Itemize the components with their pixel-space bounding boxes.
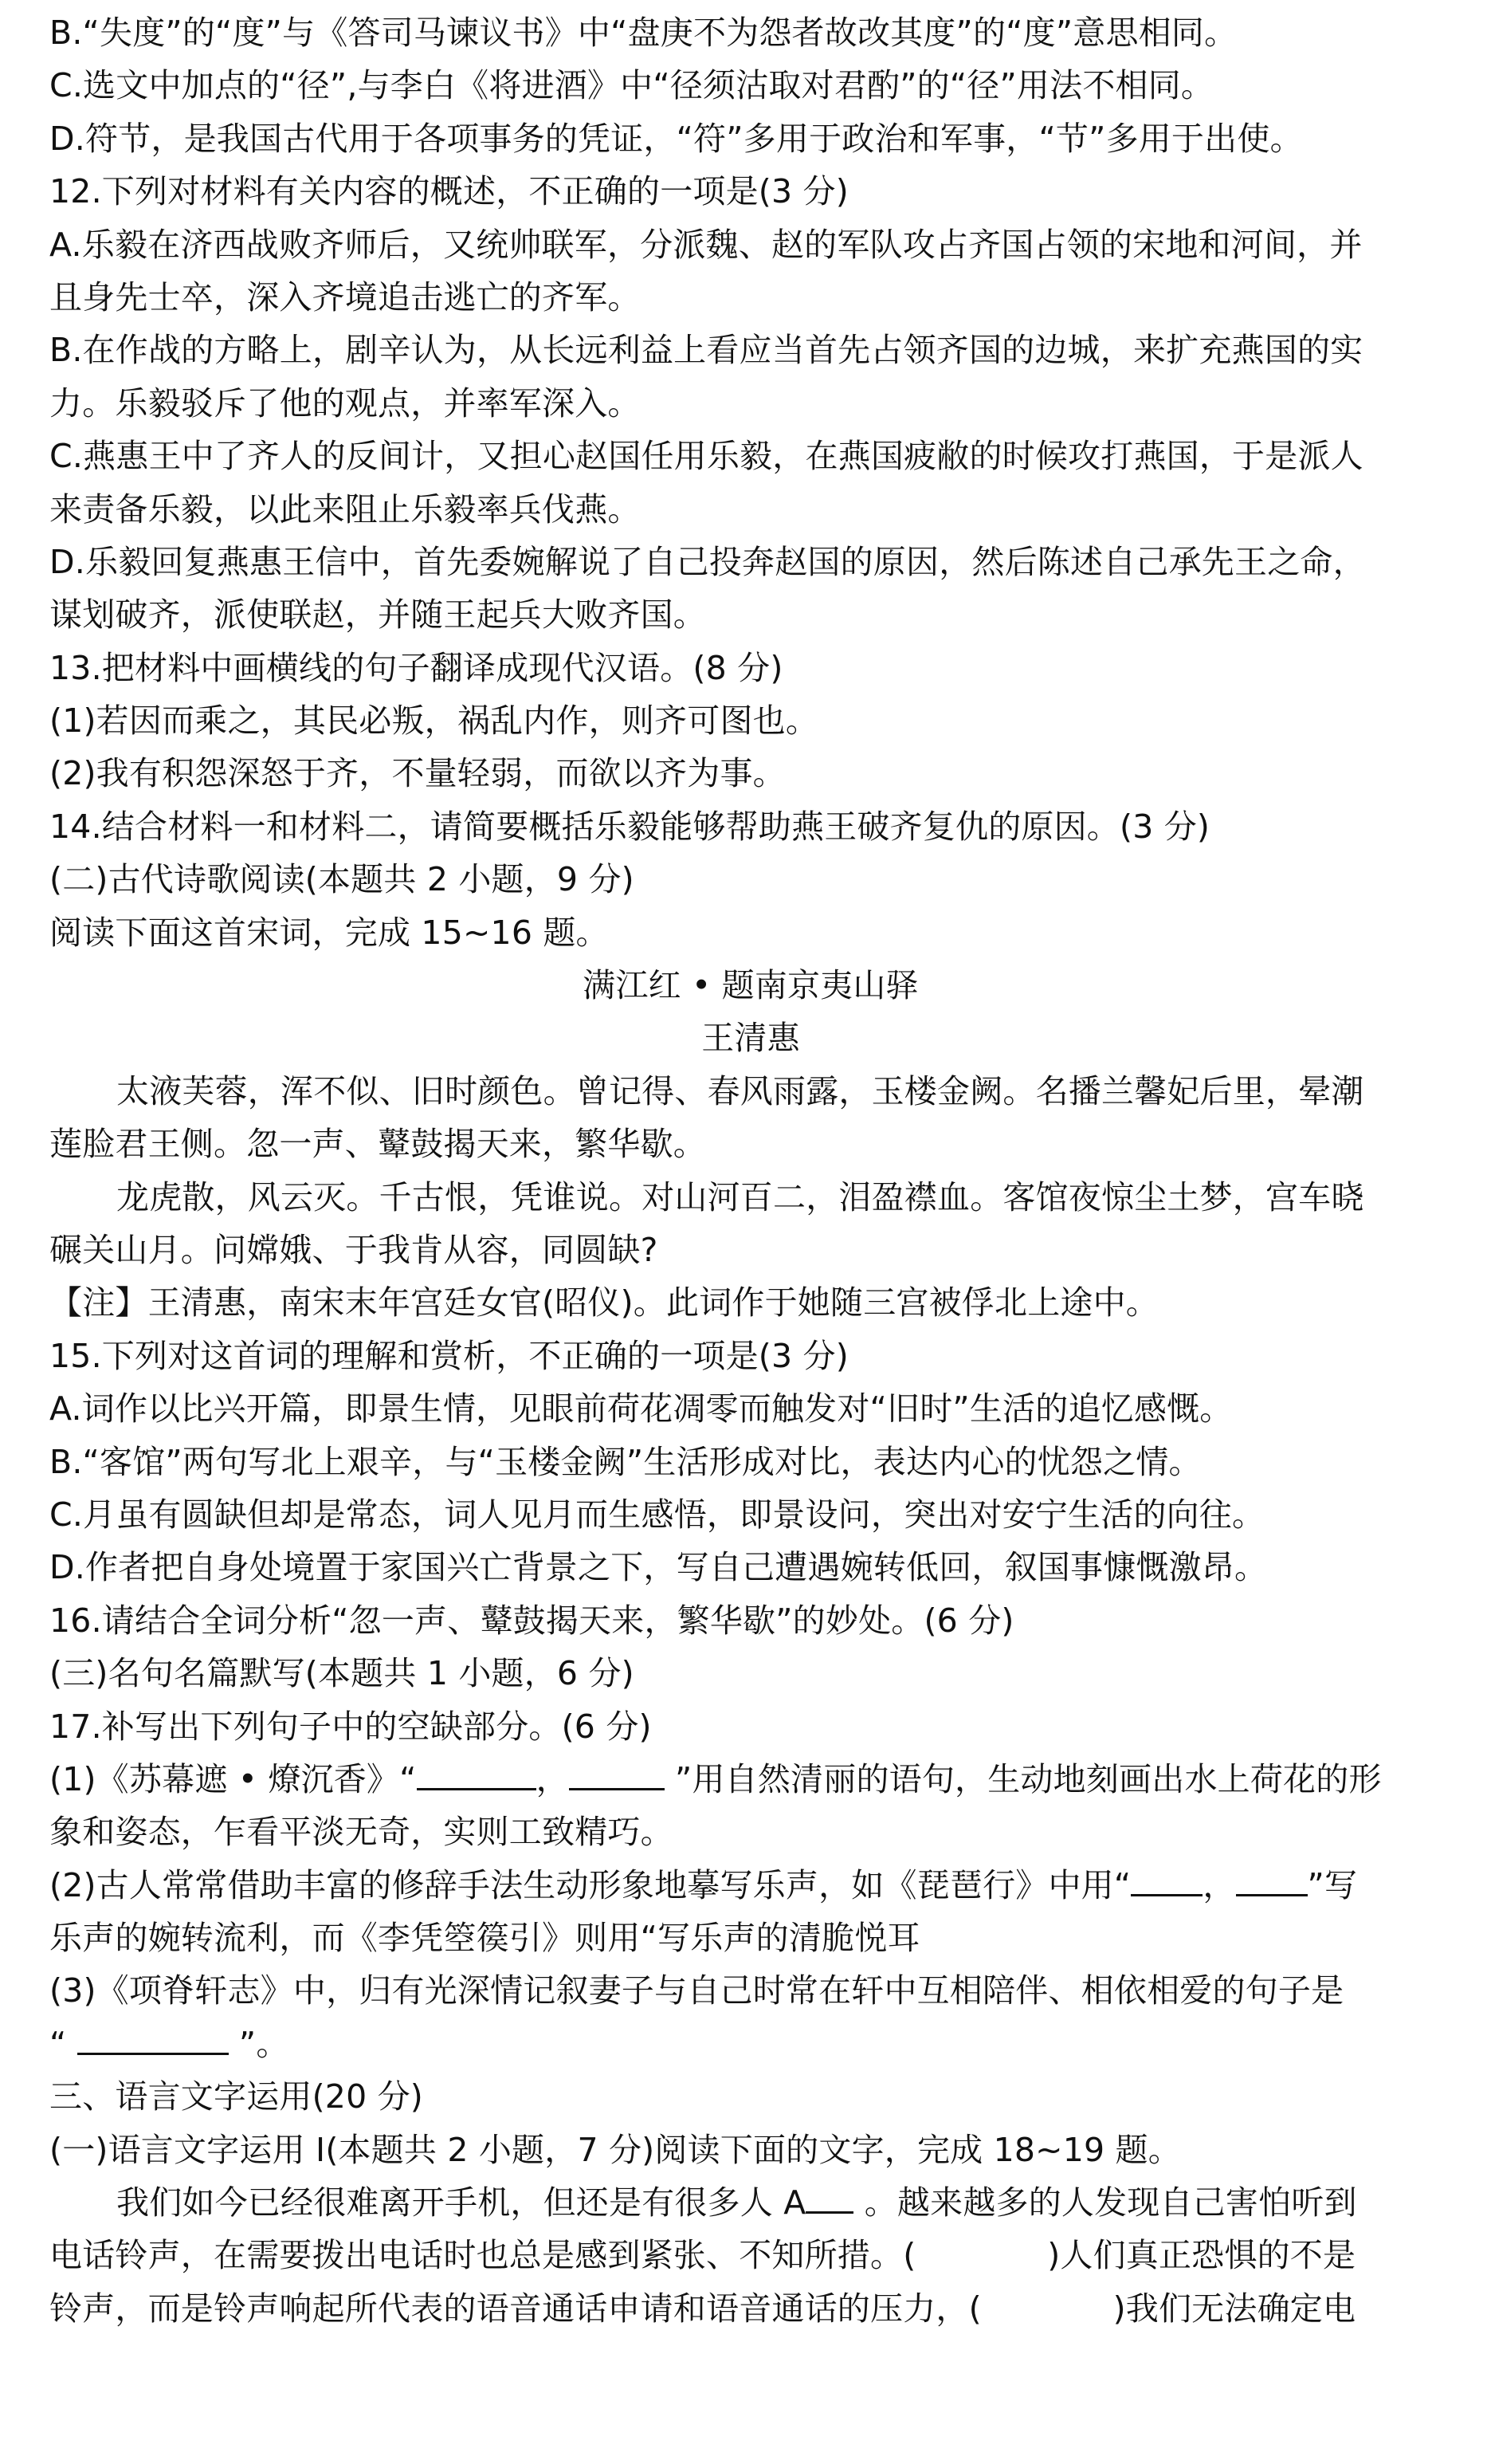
blank-line	[1131, 1867, 1203, 1896]
fill-blank-line	[49, 1859, 1452, 1912]
fill-blank-line	[49, 1753, 1452, 1806]
text-line: 来责备乐毅，以此来阻止乐毅率兵伐燕。	[49, 489, 641, 529]
text-line: D.符节，是我国古代用于各项事务的凭证，“符”多用于政治和军事，“节”多用于出使。	[49, 119, 1303, 158]
text-segment: ”用自然清丽的语句，生动地刻画出水上荷花的形	[664, 1759, 1382, 1798]
section-heading: (一)语言文字运用 Ⅰ(本题共 2 小题，7 分)阅读下面的文字，完成 18~19 题。	[49, 2130, 1181, 2169]
text-line: D.作者把自身处境置于家国兴亡背景之下，写自己遭遇婉转低回，叙国事慷慨激昂。	[49, 1548, 1268, 1587]
text-line: 阅读下面这首宋词，完成 15~16 题。	[49, 913, 609, 952]
text-line: B.“失度”的“度”与《答司马谏议书》中“盘庚不为怨者故改其度”的“度”意思相同。	[49, 14, 1238, 52]
text-segment: ，	[536, 1759, 569, 1798]
text-line: (2)我有积怨深怒于齐，不量轻弱，而欲以齐为事。	[49, 754, 786, 793]
fill-blank-line	[49, 2176, 1452, 2229]
poem-title: 满江红 • 题南京夷山驿	[583, 966, 919, 1005]
text-line: A.乐毅在济西战败齐师后，又统帅联军，分派魏、赵的军队攻占齐国占领的宋地和河间，并	[49, 225, 1363, 264]
section-heading: (三)名句名篇默写(本题共 1 小题，6 分)	[49, 1654, 634, 1693]
poem-line: 龙虎散，风云灭。千古恨，凭谁说。对山河百二，泪盈襟血。客馆夜惊尘土梦，宫车晓	[116, 1177, 1364, 1216]
text-line: 且身先士卒，深入齐境追击逃亡的齐军。	[49, 277, 641, 316]
question-14-heading: 14.结合材料一和材料二，请简要概括乐毅能够帮助燕王破齐复仇的原因。(3 分)	[49, 807, 1210, 846]
fill-blank-line	[49, 2018, 1452, 2070]
text-segment: 。越来越多的人发现自己害怕听到	[853, 2183, 1357, 2222]
poem-line: 莲脸君王侧。忽一声、鼙鼓揭天来，繁华歇。	[49, 1125, 706, 1164]
question-16-heading: 16.请结合全词分析“忽一声、鼙鼓揭天来，繁华歇”的妙处。(6 分)	[49, 1601, 1014, 1640]
blank-line	[1236, 1867, 1308, 1896]
document-page	[49, 6, 1452, 2335]
poem-note: 【注】王清惠，南宋末年宫廷女官(昭仪)。此词作于她随三宫被俘北上途中。	[49, 1283, 1159, 1322]
text-line: 力。乐毅驳斥了他的观点，并率军深入。	[49, 383, 641, 422]
text-segment: (1)《苏幕遮 • 燎沉香》“	[49, 1759, 417, 1798]
text-line: A.词作以比兴开篇，即景生情，见眼前荷花凋零而触发对“旧时”生活的追忆感慨。	[49, 1389, 1233, 1428]
text-line: 象和姿态，乍看平淡无奇，实则工致精巧。	[49, 1813, 673, 1852]
text-segment: ”写	[1307, 1865, 1358, 1904]
text-line: D.乐毅回复燕惠王信中，首先委婉解说了自己投奔赵国的原因，然后陈述自己承先王之命，	[49, 542, 1366, 581]
text-segment: ，	[1203, 1865, 1236, 1904]
question-15-heading: 15.下列对这首词的理解和赏析，不正确的一项是(3 分)	[49, 1336, 849, 1375]
text-line: 谋划破齐，派使联赵，并随王起兵大败齐国。	[49, 595, 706, 635]
text-line: C.月虽有圆缺但却是常态，词人见月而生感悟，即景设问，突出对安宁生活的向往。	[49, 1495, 1265, 1534]
text-segment: (2)古人常常借助丰富的修辞手法生动形象地摹写乐声，如《琵琶行》中用“	[49, 1865, 1132, 1904]
text-line: 乐声的婉转流利，而《李凭箜篌引》则用“写乐声的清脆悦耳	[49, 1919, 920, 1958]
text-line: B.在作战的方略上，剧辛认为，从长远利益上看应当首先占领齐国的边城，来扩充燕国的实	[49, 331, 1363, 370]
text-line: 电话铃声，在需要拨出电话时也总是感到紧张、不知所措。( )人们真正恐惧的不是	[49, 2236, 1356, 2275]
question-17-heading: 17.补写出下列句子中的空缺部分。(6 分)	[49, 1707, 652, 1746]
section-heading: 三、语言文字运用(20 分)	[49, 2077, 423, 2116]
poem-line: 太液芙蓉，浑不似、旧时颜色。曾记得、春风雨露，玉楼金阙。名播兰馨妃后里，晕潮	[116, 1071, 1364, 1110]
text-line: (1)若因而乘之，其民必叛，祸乱内作，则齐可图也。	[49, 701, 819, 741]
text-line: 铃声，而是铃声响起所代表的语音通话申请和语音通话的压力，( )我们无法确定电	[49, 2289, 1356, 2328]
text-line: C.燕惠王中了齐人的反间计，又担心赵国任用乐毅，在燕国疲敝的时候攻打燕国，于是派人	[49, 437, 1363, 476]
text-line: B.“客馆”两句写北上艰辛，与“玉楼金阙”生活形成对比，表达内心的忧怨之情。	[49, 1442, 1202, 1481]
text-segment: ”。	[228, 2024, 289, 2063]
text-line: (3)《项脊轩志》中，归有光深情记叙妻子与自己时常在轩中互相陪伴、相依相爱的句子是	[49, 1971, 1344, 2010]
text-line: C.选文中加点的“径”,与李白《将进酒》中“径须沽取对君酌”的“径”用法不相同。	[49, 66, 1214, 105]
question-13-heading: 13.把材料中画横线的句子翻译成现代汉语。(8 分)	[49, 648, 783, 687]
blank-line	[806, 2184, 853, 2214]
blank-line	[417, 1761, 536, 1790]
blank-line	[77, 2026, 229, 2055]
question-12-heading: 12.下列对材料有关内容的概述，不正确的一项是(3 分)	[49, 172, 849, 211]
poem-author: 王清惠	[701, 1019, 800, 1058]
text-segment: 我们如今已经很难离开手机，但还是有很多人 A	[116, 2183, 806, 2222]
text-segment: “	[49, 2024, 77, 2063]
blank-line	[569, 1761, 665, 1790]
poem-line: 碾关山月。问嫦娥、于我肯从容，同圆缺?	[49, 1230, 658, 1269]
section-heading: (二)古代诗歌阅读(本题共 2 小题，9 分)	[49, 860, 634, 899]
